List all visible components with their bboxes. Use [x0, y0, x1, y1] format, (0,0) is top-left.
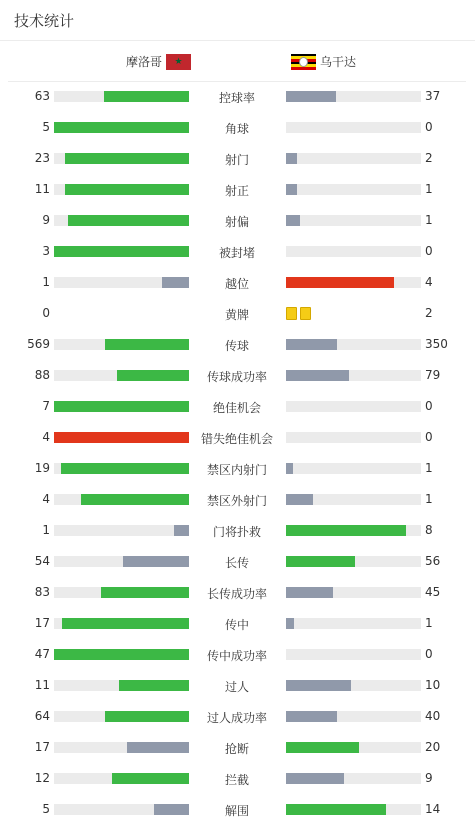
home-value: 3	[42, 244, 50, 258]
home-bar-fill	[54, 401, 189, 412]
away-bar-track	[286, 525, 421, 536]
home-bar-track	[54, 556, 189, 567]
away-value: 56	[425, 554, 441, 568]
stat-row	[0, 763, 475, 794]
home-bar-fill	[105, 711, 189, 722]
home-bar-track	[54, 525, 189, 536]
home-bar-track	[54, 804, 189, 815]
away-value: 1	[425, 213, 433, 227]
home-bar-fill	[154, 804, 189, 815]
away-value: 2	[425, 151, 433, 165]
home-value: 83	[34, 585, 50, 599]
away-value: 8	[425, 523, 433, 537]
home-value: 12	[34, 771, 50, 785]
stat-row	[0, 453, 475, 484]
away-bar-fill	[286, 184, 297, 195]
away-value: 0	[425, 430, 433, 444]
stat-label: 错失绝佳机会	[200, 432, 273, 446]
stat-row	[0, 267, 475, 298]
away-bar-track	[286, 370, 421, 381]
home-value: 17	[34, 740, 50, 754]
away-value: 1	[425, 616, 433, 630]
home-bar-track	[54, 432, 189, 443]
stat-row	[0, 484, 475, 515]
away-bar-fill	[286, 91, 336, 102]
home-bar-fill	[62, 618, 189, 629]
away-bar-fill	[286, 804, 386, 815]
home-value: 47	[34, 647, 50, 661]
away-bar-track	[286, 463, 421, 474]
away-value: 350	[425, 337, 448, 351]
away-value: 0	[425, 399, 433, 413]
stats-list	[0, 81, 475, 825]
stat-row	[0, 391, 475, 422]
home-bar-fill	[117, 370, 189, 381]
page-title: 技术统计	[14, 12, 75, 30]
away-bar-fill	[286, 680, 351, 691]
away-value: 14	[425, 802, 441, 816]
away-bar-fill	[286, 339, 337, 350]
home-bar-fill	[54, 122, 189, 133]
away-bar-fill	[286, 463, 293, 474]
home-bar-fill	[81, 494, 189, 505]
stat-label: 禁区外射门	[206, 494, 267, 508]
home-value: 1	[42, 275, 50, 289]
away-value: 2	[425, 306, 433, 320]
away-bar-track	[286, 494, 421, 505]
away-value: 0	[425, 120, 433, 134]
teams-row	[8, 41, 466, 82]
away-bar-fill	[286, 525, 406, 536]
away-bar-fill	[286, 153, 297, 164]
home-bar-track	[54, 370, 189, 381]
home-value: 64	[34, 709, 50, 723]
home-value: 0	[42, 306, 50, 320]
stat-row	[0, 639, 475, 670]
stat-row	[0, 794, 475, 825]
away-bar-fill	[286, 618, 294, 629]
away-value: 1	[425, 461, 433, 475]
home-bar-track	[54, 773, 189, 784]
stat-row	[0, 546, 475, 577]
home-bar-track	[54, 711, 189, 722]
home-bar-fill	[105, 339, 189, 350]
yellow-card-icon	[286, 307, 297, 320]
morocco-flag-icon: ★	[166, 54, 191, 70]
yellow-cards	[286, 307, 311, 320]
away-bar-fill	[286, 370, 349, 381]
stat-label: 绝佳机会	[212, 401, 261, 415]
away-bar-track	[286, 587, 421, 598]
away-value: 37	[425, 89, 441, 103]
stat-label: 射正	[224, 184, 249, 198]
stat-row	[0, 298, 475, 329]
away-bar-track	[286, 711, 421, 722]
away-bar-track	[286, 339, 421, 350]
away-bar-track	[286, 618, 421, 629]
home-bar-track	[54, 91, 189, 102]
home-value: 4	[42, 430, 50, 444]
away-bar-track	[286, 742, 421, 753]
away-bar-fill	[286, 215, 300, 226]
away-value: 0	[425, 244, 433, 258]
stat-label: 禁区内射门	[206, 463, 267, 477]
away-value: 1	[425, 492, 433, 506]
stat-label: 长传成功率	[206, 587, 267, 601]
home-value: 9	[42, 213, 50, 227]
stat-label: 抢断	[224, 742, 249, 756]
away-bar-track	[286, 277, 421, 288]
away-bar-track	[286, 432, 421, 443]
away-value: 10	[425, 678, 441, 692]
stat-label: 被封堵	[218, 246, 255, 260]
away-bar-fill	[286, 742, 359, 753]
away-bar-track	[286, 804, 421, 815]
stat-label: 拦截	[224, 773, 249, 787]
home-bar-fill	[54, 246, 189, 257]
stat-label: 传球	[224, 339, 249, 353]
home-team-name: 摩洛哥	[125, 55, 162, 69]
stat-row	[0, 205, 475, 236]
stat-label: 越位	[224, 277, 249, 291]
stat-label: 黄牌	[224, 308, 249, 322]
home-value: 5	[42, 802, 50, 816]
away-bar-track	[286, 91, 421, 102]
home-bar-track	[54, 463, 189, 474]
away-bar-track	[286, 556, 421, 567]
stat-row	[0, 112, 475, 143]
stat-row	[0, 174, 475, 205]
stat-row	[0, 143, 475, 174]
home-bar-fill	[127, 742, 189, 753]
home-bar-track	[54, 680, 189, 691]
home-bar-track	[54, 587, 189, 598]
stat-row	[0, 329, 475, 360]
away-bar-fill	[286, 494, 313, 505]
home-value: 63	[34, 89, 50, 103]
home-bar-fill	[174, 525, 189, 536]
stat-label: 过人成功率	[206, 711, 267, 725]
stat-row	[0, 608, 475, 639]
home-value: 7	[42, 399, 50, 413]
home-value: 23	[34, 151, 50, 165]
home-value: 569	[27, 337, 50, 351]
away-value: 1	[425, 182, 433, 196]
home-bar-fill	[54, 432, 189, 443]
home-bar-fill	[65, 153, 189, 164]
home-bar-fill	[68, 215, 190, 226]
home-bar-track	[54, 649, 189, 660]
home-value: 88	[34, 368, 50, 382]
home-bar-track	[54, 246, 189, 257]
home-bar-track	[54, 277, 189, 288]
away-value: 4	[425, 275, 433, 289]
away-value: 79	[425, 368, 441, 382]
away-bar-track	[286, 184, 421, 195]
home-value: 17	[34, 616, 50, 630]
home-value: 4	[42, 492, 50, 506]
stat-row	[0, 236, 475, 267]
home-bar-track	[54, 494, 189, 505]
stat-row	[0, 732, 475, 763]
home-bar-fill	[54, 649, 189, 660]
away-value: 45	[425, 585, 441, 599]
home-value: 54	[34, 554, 50, 568]
stat-row	[0, 577, 475, 608]
home-bar-track	[54, 401, 189, 412]
away-bar-track	[286, 773, 421, 784]
home-bar-track	[54, 742, 189, 753]
away-bar-track	[286, 215, 421, 226]
stat-label: 门将扑救	[212, 525, 261, 539]
stat-label: 解围	[224, 804, 249, 818]
away-bar-track	[286, 122, 421, 133]
home-bar-fill	[112, 773, 189, 784]
away-value: 0	[425, 647, 433, 661]
stat-label: 长传	[224, 556, 249, 570]
yellow-card-icon	[300, 307, 311, 320]
stat-row	[0, 670, 475, 701]
away-bar-fill	[286, 556, 355, 567]
away-value: 40	[425, 709, 441, 723]
away-team-name: 乌干达	[320, 55, 357, 69]
home-bar-fill	[119, 680, 189, 691]
home-bar-track	[54, 215, 189, 226]
home-value: 11	[34, 182, 50, 196]
away-bar-track	[286, 680, 421, 691]
home-bar-fill	[65, 184, 189, 195]
home-bar-fill	[61, 463, 189, 474]
stat-row	[0, 701, 475, 732]
stat-label: 传中成功率	[206, 649, 267, 663]
home-value: 1	[42, 523, 50, 537]
home-bar-track	[54, 122, 189, 133]
home-bar-fill	[123, 556, 189, 567]
stat-row	[0, 81, 475, 112]
stat-label: 控球率	[218, 91, 255, 105]
home-value: 19	[34, 461, 50, 475]
stat-label: 射门	[224, 153, 249, 167]
away-bar-fill	[286, 773, 344, 784]
away-bar-fill	[286, 587, 333, 598]
home-value: 5	[42, 120, 50, 134]
home-bar-fill	[101, 587, 189, 598]
stat-label: 传球成功率	[206, 370, 267, 384]
home-value: 11	[34, 678, 50, 692]
away-bar-track	[286, 649, 421, 660]
away-bar-fill	[286, 277, 394, 288]
home-team	[126, 53, 191, 70]
stat-row	[0, 422, 475, 453]
stat-label: 射偏	[224, 215, 249, 229]
home-bar-track	[54, 339, 189, 350]
stat-label: 角球	[224, 122, 249, 136]
away-value: 9	[425, 771, 433, 785]
stat-label: 传中	[224, 618, 249, 632]
home-bar-track	[54, 618, 189, 629]
stat-row	[0, 360, 475, 391]
home-bar-fill	[104, 91, 189, 102]
away-value: 20	[425, 740, 441, 754]
stats-header	[0, 0, 475, 41]
stat-label: 过人	[224, 680, 249, 694]
away-team	[291, 53, 356, 70]
uganda-flag-icon	[291, 54, 316, 70]
away-bar-track	[286, 246, 421, 257]
stat-row	[0, 515, 475, 546]
home-bar-track	[54, 184, 189, 195]
away-bar-track	[286, 401, 421, 412]
home-bar-fill	[162, 277, 189, 288]
away-bar-fill	[286, 711, 337, 722]
away-bar-track	[286, 153, 421, 164]
home-bar-track	[54, 153, 189, 164]
